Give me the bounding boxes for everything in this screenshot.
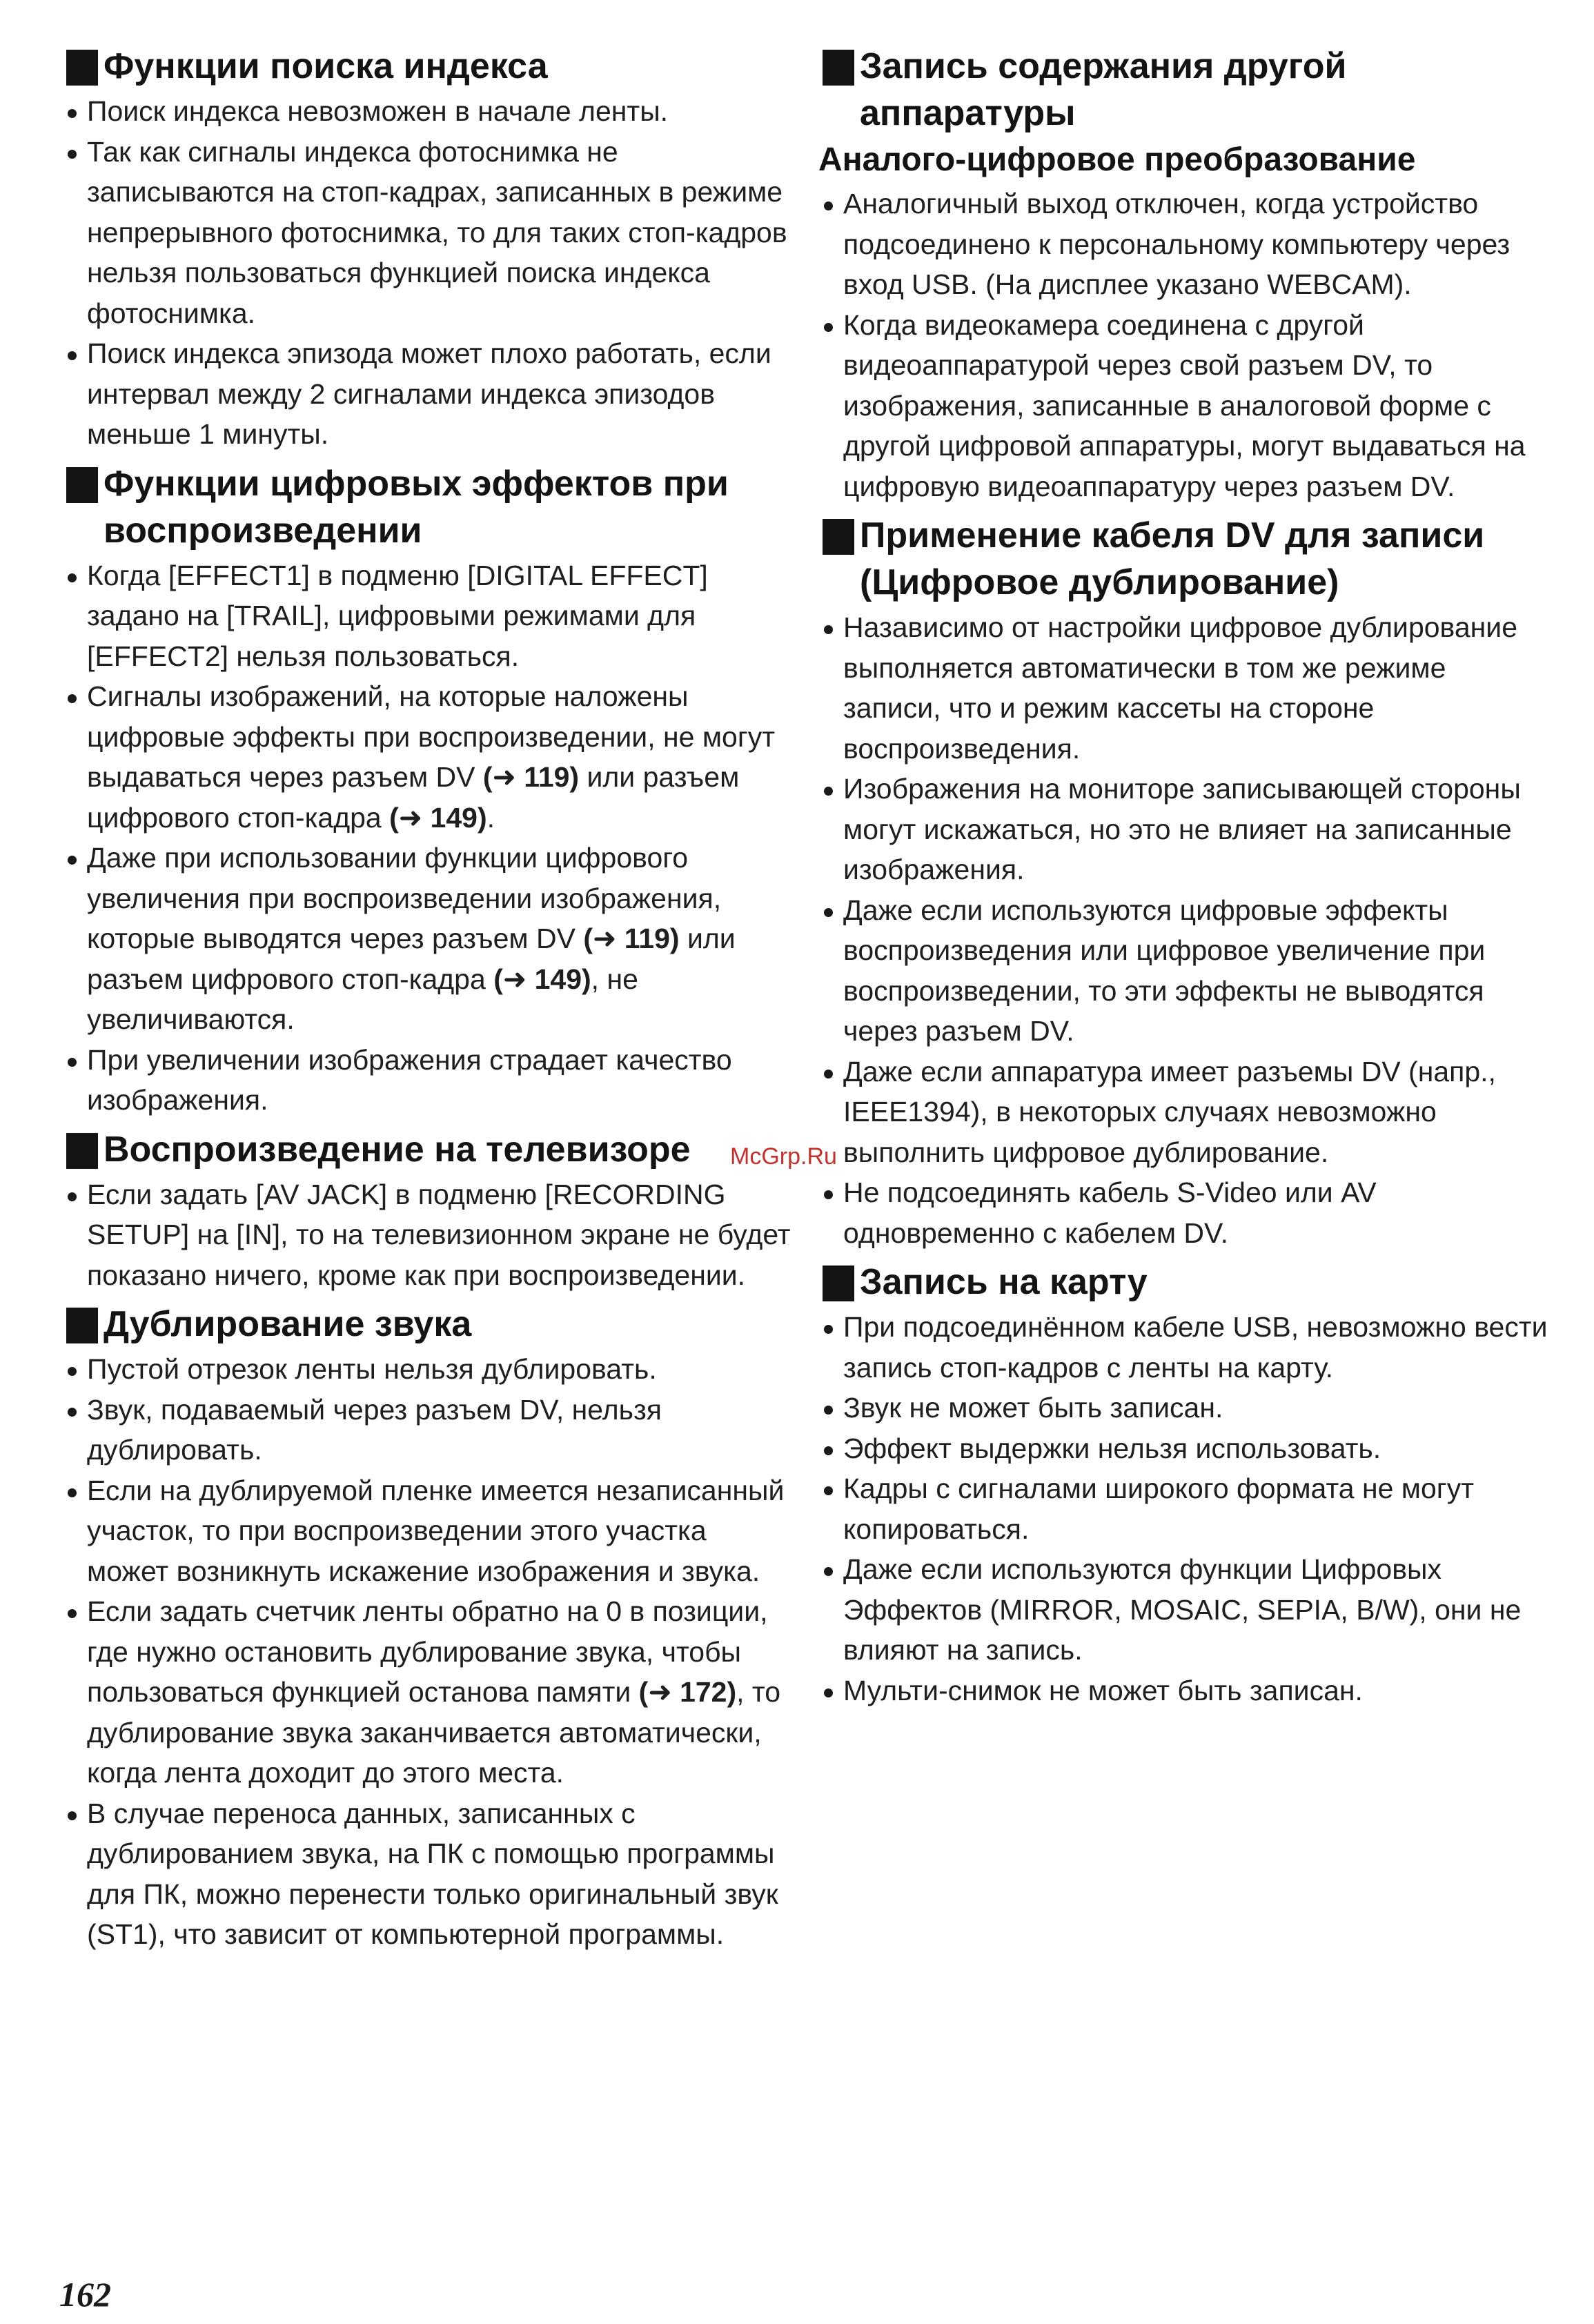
list-item: При увеличении изображения страдает качество изображения.: [62, 1040, 794, 1121]
list-item: Поиск индекса невозможен в начале ленты.: [62, 91, 794, 132]
section-heading-text: Запись на карту: [860, 1262, 1148, 1302]
heading-square-icon: [66, 1308, 98, 1343]
list-item: Изображения на мониторе записывающей стороны могут искажаться, но это не влияет на записанные изображения.: [818, 769, 1550, 890]
section-heading: [62, 1301, 794, 1348]
section-heading: [62, 43, 794, 90]
list-item: Если на дублируемой пленке имеется незаписанный участок, то при воспроизведении этого участка может возникнуть искажение изображения и звука.: [62, 1470, 794, 1592]
list-item: Звук не может быть записан.: [818, 1388, 1550, 1428]
list-item: Назависимо от настройки цифровое дублирование выполняется автоматически в том же режиме записи, что и режим кассеты на стороне воспроизведения.: [818, 607, 1550, 769]
section-heading: [62, 460, 794, 554]
section-heading: [818, 43, 1550, 137]
section-heading: [818, 512, 1550, 606]
left-column: [62, 43, 794, 1960]
list-item: Когда видеокамера соединена с другой видеоаппаратурой через свой разъем DV, то изображения, записанные в аналоговой форме с другой цифровой аппаратуры, могут выдаваться на цифровую видеоаппаратуру через разъем DV.: [818, 305, 1550, 507]
list-item: Кадры с сигналами широкого формата не могут копироваться.: [818, 1468, 1550, 1549]
section-heading-text: Функции цифровых эффектов при воспроизведении: [104, 463, 729, 551]
section-heading-text: Дублирование звука: [104, 1304, 472, 1344]
heading-square-icon: [823, 50, 854, 86]
bullet-list: [818, 607, 1550, 1253]
list-item: Сигналы изображений, на которые наложены цифровые эффекты при воспроизведении, не могут выдаваться через разъем DV (➜ 119) или разъем цифрового стоп-кадра (➜ 149).: [62, 676, 794, 838]
list-item: Если задать счетчик ленты обратно на 0 в позиции, где нужно остановить дублирование звука, чтобы пользоваться функцией останова памяти (➜ 172), то дублирование звука заканчивается автоматически, когда лента доходит до этого места.: [62, 1591, 794, 1793]
list-item: Когда [EFFECT1] в подменю [DIGITAL EFFECT] задано на [TRAIL], цифровыми режимами для [EFFECT2] нельзя пользоваться.: [62, 555, 794, 677]
right-column: [818, 43, 1550, 1716]
list-item: Даже при использовании функции цифрового увеличения при воспроизведении изображения, которые выводятся через разъем DV (➜ 119) или разъем цифрового стоп-кадра (➜ 149), не увеличиваются.: [62, 838, 794, 1040]
heading-square-icon: [66, 467, 98, 503]
list-item: Даже если используются цифровые эффекты воспроизведения или цифровое увеличение при воспроизведении, то эти эффекты не выводятся через разъем DV.: [818, 890, 1550, 1052]
page-reference: (➜ 119): [583, 923, 680, 954]
heading-square-icon: [66, 50, 98, 86]
section-heading-text: Функции поиска индекса: [104, 46, 548, 86]
list-item: Аналогичный выход отключен, когда устройство подсоединено к персональному компьютеру через вход USB. (На дисплее указано WEBCAM).: [818, 184, 1550, 305]
list-item: Поиск индекса эпизода может плохо работать, если интервал между 2 сигналами индекса эпизодов меньше 1 минуты.: [62, 333, 794, 455]
heading-square-icon: [823, 519, 854, 555]
right-section: [818, 1259, 1550, 1711]
bullet-list: [62, 91, 794, 455]
page-reference: (➜ 172): [638, 1676, 737, 1708]
list-item: Эффект выдержки нельзя использовать.: [818, 1428, 1550, 1469]
section-heading: [62, 1126, 794, 1173]
watermark: McGrp.Ru: [730, 1143, 837, 1170]
list-item: Мульти-снимок не может быть записан.: [818, 1671, 1550, 1711]
list-item: При подсоединённом кабеле USB, невозможно вести запись стоп-кадров с ленты на карту.: [818, 1307, 1550, 1388]
bullet-list: [818, 1307, 1550, 1711]
left-section: [62, 460, 794, 1121]
list-item: Даже если аппаратура имеет разъемы DV (напр., IEEE1394), в некоторых случаях невозможно выполнить цифровое дублирование.: [818, 1052, 1550, 1173]
heading-square-icon: [66, 1133, 98, 1169]
section-heading-text: Применение кабеля DV для записи (Цифровое дублирование): [860, 515, 1485, 602]
section-heading: [818, 1259, 1550, 1306]
bullet-list: [62, 555, 794, 1121]
section-subheading: Аналого-цифровое преобразование: [818, 141, 1416, 178]
list-item: Пустой отрезок ленты нельзя дублировать.: [62, 1349, 794, 1390]
page-reference: (➜ 149): [389, 801, 487, 834]
right-section: [818, 512, 1550, 1253]
list-item: Даже если используются функции Цифровых Эффектов (MIRROR, MOSAIC, SEPIA, B/W), они не влияют на запись.: [818, 1549, 1550, 1671]
section-heading-text: Запись содержания другой аппаратуры: [860, 46, 1347, 133]
list-item: Так как сигналы индекса фотоснимка не записываются на стоп-кадрах, записанных в режиме непрерывного фотоснимка, то для таких стоп-кадров нельзя пользоваться функцией поиска индекса фотоснимка.: [62, 132, 794, 334]
heading-square-icon: [823, 1266, 854, 1301]
bullet-list: [62, 1349, 794, 1955]
bullet-list: [818, 184, 1550, 506]
bullet-list: [62, 1174, 794, 1296]
list-item: В случае переноса данных, записанных с дублированием звука, на ПК с помощью программы для ПК, можно перенести только оригинальный звук (ST1), что зависит от компьютерной программы.: [62, 1793, 794, 1955]
list-item: Если задать [AV JACK] в подменю [RECORDING SETUP] на [IN], то на телевизионном экране не будет показано ничего, кроме как при воспроизведении.: [62, 1174, 794, 1296]
left-section: [62, 43, 794, 455]
left-section: [62, 1301, 794, 1955]
list-item: Звук, подаваемый через разъем DV, нельзя дублировать.: [62, 1390, 794, 1470]
right-section: [818, 43, 1550, 506]
left-section: [62, 1126, 794, 1296]
page-reference: (➜ 149): [493, 963, 591, 995]
page-reference: (➜ 119): [482, 761, 580, 793]
section-heading-text: Воспроизведение на телевизоре: [104, 1129, 691, 1170]
page-number: 162: [59, 2275, 111, 2314]
list-item: Не подсоединять кабель S-Video или AV одновременно с кабелем DV.: [818, 1172, 1550, 1253]
